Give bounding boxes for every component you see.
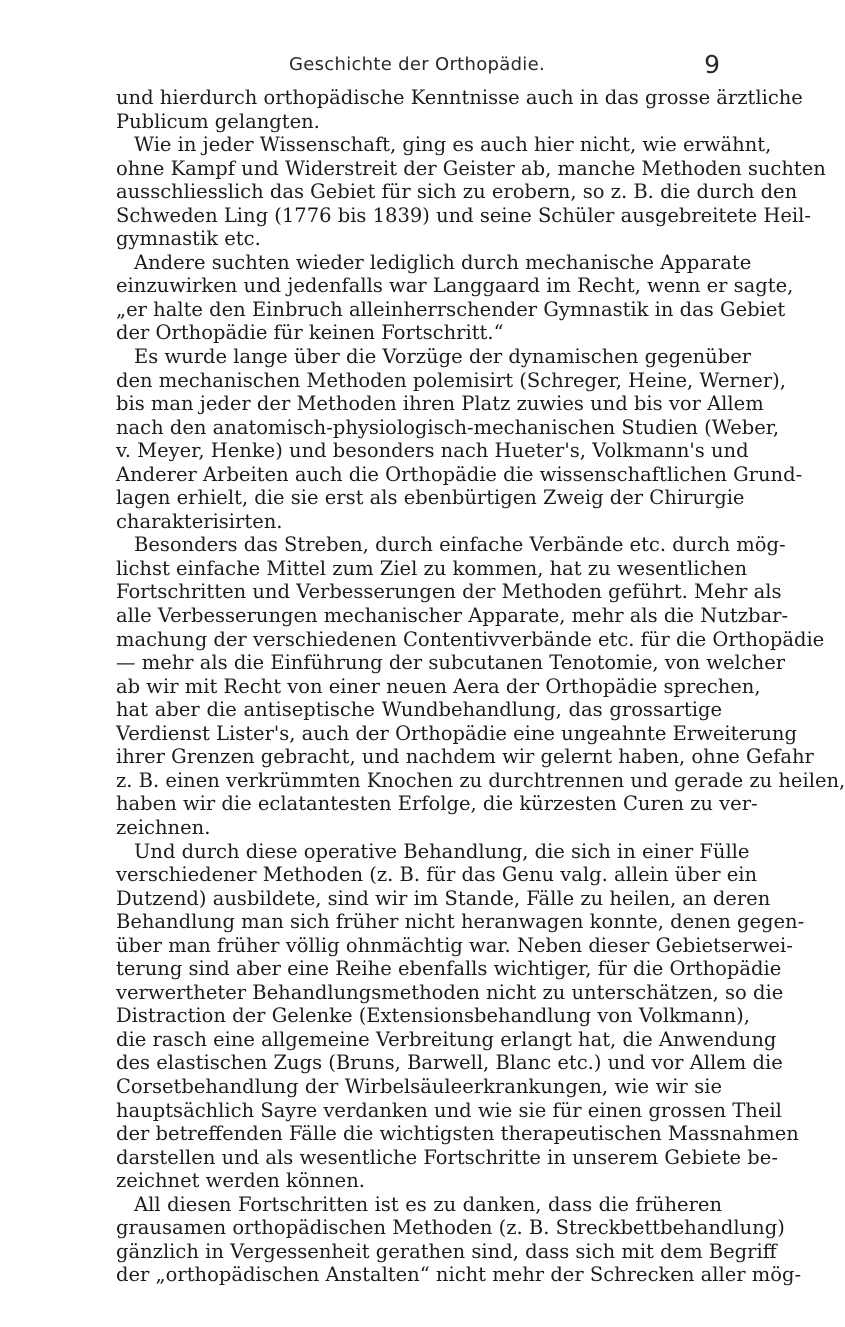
text-line: der betreffenden Fälle die wichtigsten therapeutischen Massnahmen xyxy=(116,1122,799,1146)
text-line: hat aber die antiseptische Wundbehandlung, das grossartige xyxy=(116,698,722,722)
text-line: Fortschritten und Verbesserungen der Methoden geführt. Mehr als xyxy=(116,580,782,604)
text-line: die rasch eine allgemeine Verbreitung erlangt hat, die Anwendung xyxy=(116,1027,777,1051)
paragraph xyxy=(116,1192,802,1287)
running-title: Geschichte der Orthopädie. xyxy=(288,54,545,75)
text-line: Besonders das Streben, durch einfache Verbände etc. durch mög- xyxy=(134,533,786,557)
text-line: der Orthopädie für keinen Fortschritt.“ xyxy=(116,321,504,345)
text-line: bis man jeder der Methoden ihren Platz zuwies und bis vor Allem xyxy=(116,392,764,416)
text-line: All diesen Fortschritten ist es zu danken, dass die früheren xyxy=(134,1192,722,1216)
text-line: machung der verschiedenen Contentivverbände etc. für die Orthopädie xyxy=(116,627,825,651)
text-line: nach den anatomisch-physiologisch-mechanischen Studien (Weber, xyxy=(116,415,780,439)
paragraph xyxy=(116,533,845,839)
text-line: ohne Kampf und Widerstreit der Geister ab, manche Methoden suchten xyxy=(116,156,826,180)
text-line: lagen erhielt, die sie erst als ebenbürtigen Zweig der Chirurgie xyxy=(116,486,745,510)
text-line: lichst einfache Mittel zum Ziel zu kommen, hat zu wesentlichen xyxy=(116,556,748,580)
body-text xyxy=(116,86,845,1287)
text-line: Publicum gelangten. xyxy=(116,109,320,133)
text-line: über man früher völlig ohnmächtig war. Neben dieser Gebietserwei- xyxy=(116,933,793,957)
text-line: ausschliesslich das Gebiet für sich zu erobern, so z. B. die durch den xyxy=(116,180,798,204)
text-line: Corsetbehandlung der Wirbelsäuleerkrankungen, wie wir sie xyxy=(116,1074,722,1098)
text-line: zeichnen. xyxy=(116,815,211,839)
text-line: der „orthopädischen Anstalten“ nicht mehr der Schrecken aller mög- xyxy=(116,1263,802,1287)
text-line: den mechanischen Methoden polemisirt (Schreger, Heine, Werner), xyxy=(116,368,786,392)
text-line: Dutzend) ausbildete, sind wir im Stande, Fälle zu heilen, an deren xyxy=(116,886,771,910)
text-line: terung sind aber eine Reihe ebenfalls wichtiger, für die Orthopädie xyxy=(116,957,782,981)
text-line: v. Meyer, Henke) und besonders nach Hueter's, Volkmann's und xyxy=(116,439,749,463)
text-line: verschiedener Methoden (z. B. für das Genu valg. allein über ein xyxy=(116,863,758,887)
text-line: alle Verbesserungen mechanischer Apparate, mehr als die Nutzbar- xyxy=(116,604,789,628)
text-line: hauptsächlich Sayre verdanken und wie sie für einen grossen Theil xyxy=(116,1098,782,1122)
text-line: und hierdurch orthopädische Kenntnisse auch in das grosse ärztliche xyxy=(116,86,803,109)
paragraph xyxy=(116,839,805,1193)
text-line: Und durch diese operative Behandlung, die sich in einer Fülle xyxy=(134,839,750,863)
text-line: Anderer Arbeiten auch die Orthopädie die wissenschaftlichen Grund- xyxy=(116,462,803,486)
page-number: 9 xyxy=(704,50,720,79)
text-line: gymnastik etc. xyxy=(116,227,261,251)
text-line: „er halte den Einbruch alleinherrschender Gymnastik in das Gebiet xyxy=(116,297,786,321)
text-line: Wie in jeder Wissenschaft, ging es auch hier nicht, wie erwähnt, xyxy=(134,133,772,157)
text-line: z. B. einen verkrümmten Knochen zu durchtrennen und gerade zu heilen, xyxy=(116,768,845,792)
paragraph xyxy=(116,345,803,533)
text-line: zeichnet werden können. xyxy=(116,1169,365,1193)
text-line: Schweden Ling (1776 bis 1839) und seine Schüler ausgebreitete Heil- xyxy=(116,203,811,227)
text-line: — mehr als die Einführung der subcutanen Tenotomie, von welcher xyxy=(116,651,786,675)
text-line: Andere suchten wieder lediglich durch mechanische Apparate xyxy=(134,250,752,274)
text-line: Verdienst Lister's, auch der Orthopädie eine ungeahnte Erweiterung xyxy=(116,721,797,745)
text-line: darstellen und als wesentliche Fortschritte in unserem Gebiete be- xyxy=(116,1145,778,1169)
text-line: gänzlich in Vergessenheit gerathen sind, dass sich mit dem Begriff xyxy=(116,1239,777,1263)
paragraph xyxy=(116,86,803,133)
text-line: Distraction der Gelenke (Extensionsbehandlung von Volkmann), xyxy=(116,1004,750,1028)
text-line: ihrer Grenzen gebracht, und nachdem wir gelernt haben, ohne Gefahr xyxy=(116,745,814,769)
text-line: Es wurde lange über die Vorzüge der dynamischen gegenüber xyxy=(134,345,752,369)
paragraph xyxy=(116,250,794,345)
text-line: des elastischen Zugs (Bruns, Barwell, Blanc etc.) und vor Allem die xyxy=(116,1051,783,1075)
paragraph xyxy=(116,133,826,251)
text-line: Behandlung man sich früher nicht heranwagen konnte, denen gegen- xyxy=(116,910,805,934)
text-line: grausamen orthopädischen Methoden (z. B. Streckbettbehandlung) xyxy=(116,1216,785,1240)
text-line: verwertheter Behandlungsmethoden nicht zu unterschätzen, so die xyxy=(116,980,784,1004)
text-line: ab wir mit Recht von einer neuen Aera der Orthopädie sprechen, xyxy=(116,674,761,698)
text-line: einzuwirken und jedenfalls war Langgaard im Recht, wenn er sagte, xyxy=(116,274,794,298)
text-line: haben wir die eclatantesten Erfolge, die kürzesten Curen zu ver- xyxy=(116,792,758,816)
page-header xyxy=(114,50,720,82)
text-line: charakterisirten. xyxy=(116,509,283,533)
